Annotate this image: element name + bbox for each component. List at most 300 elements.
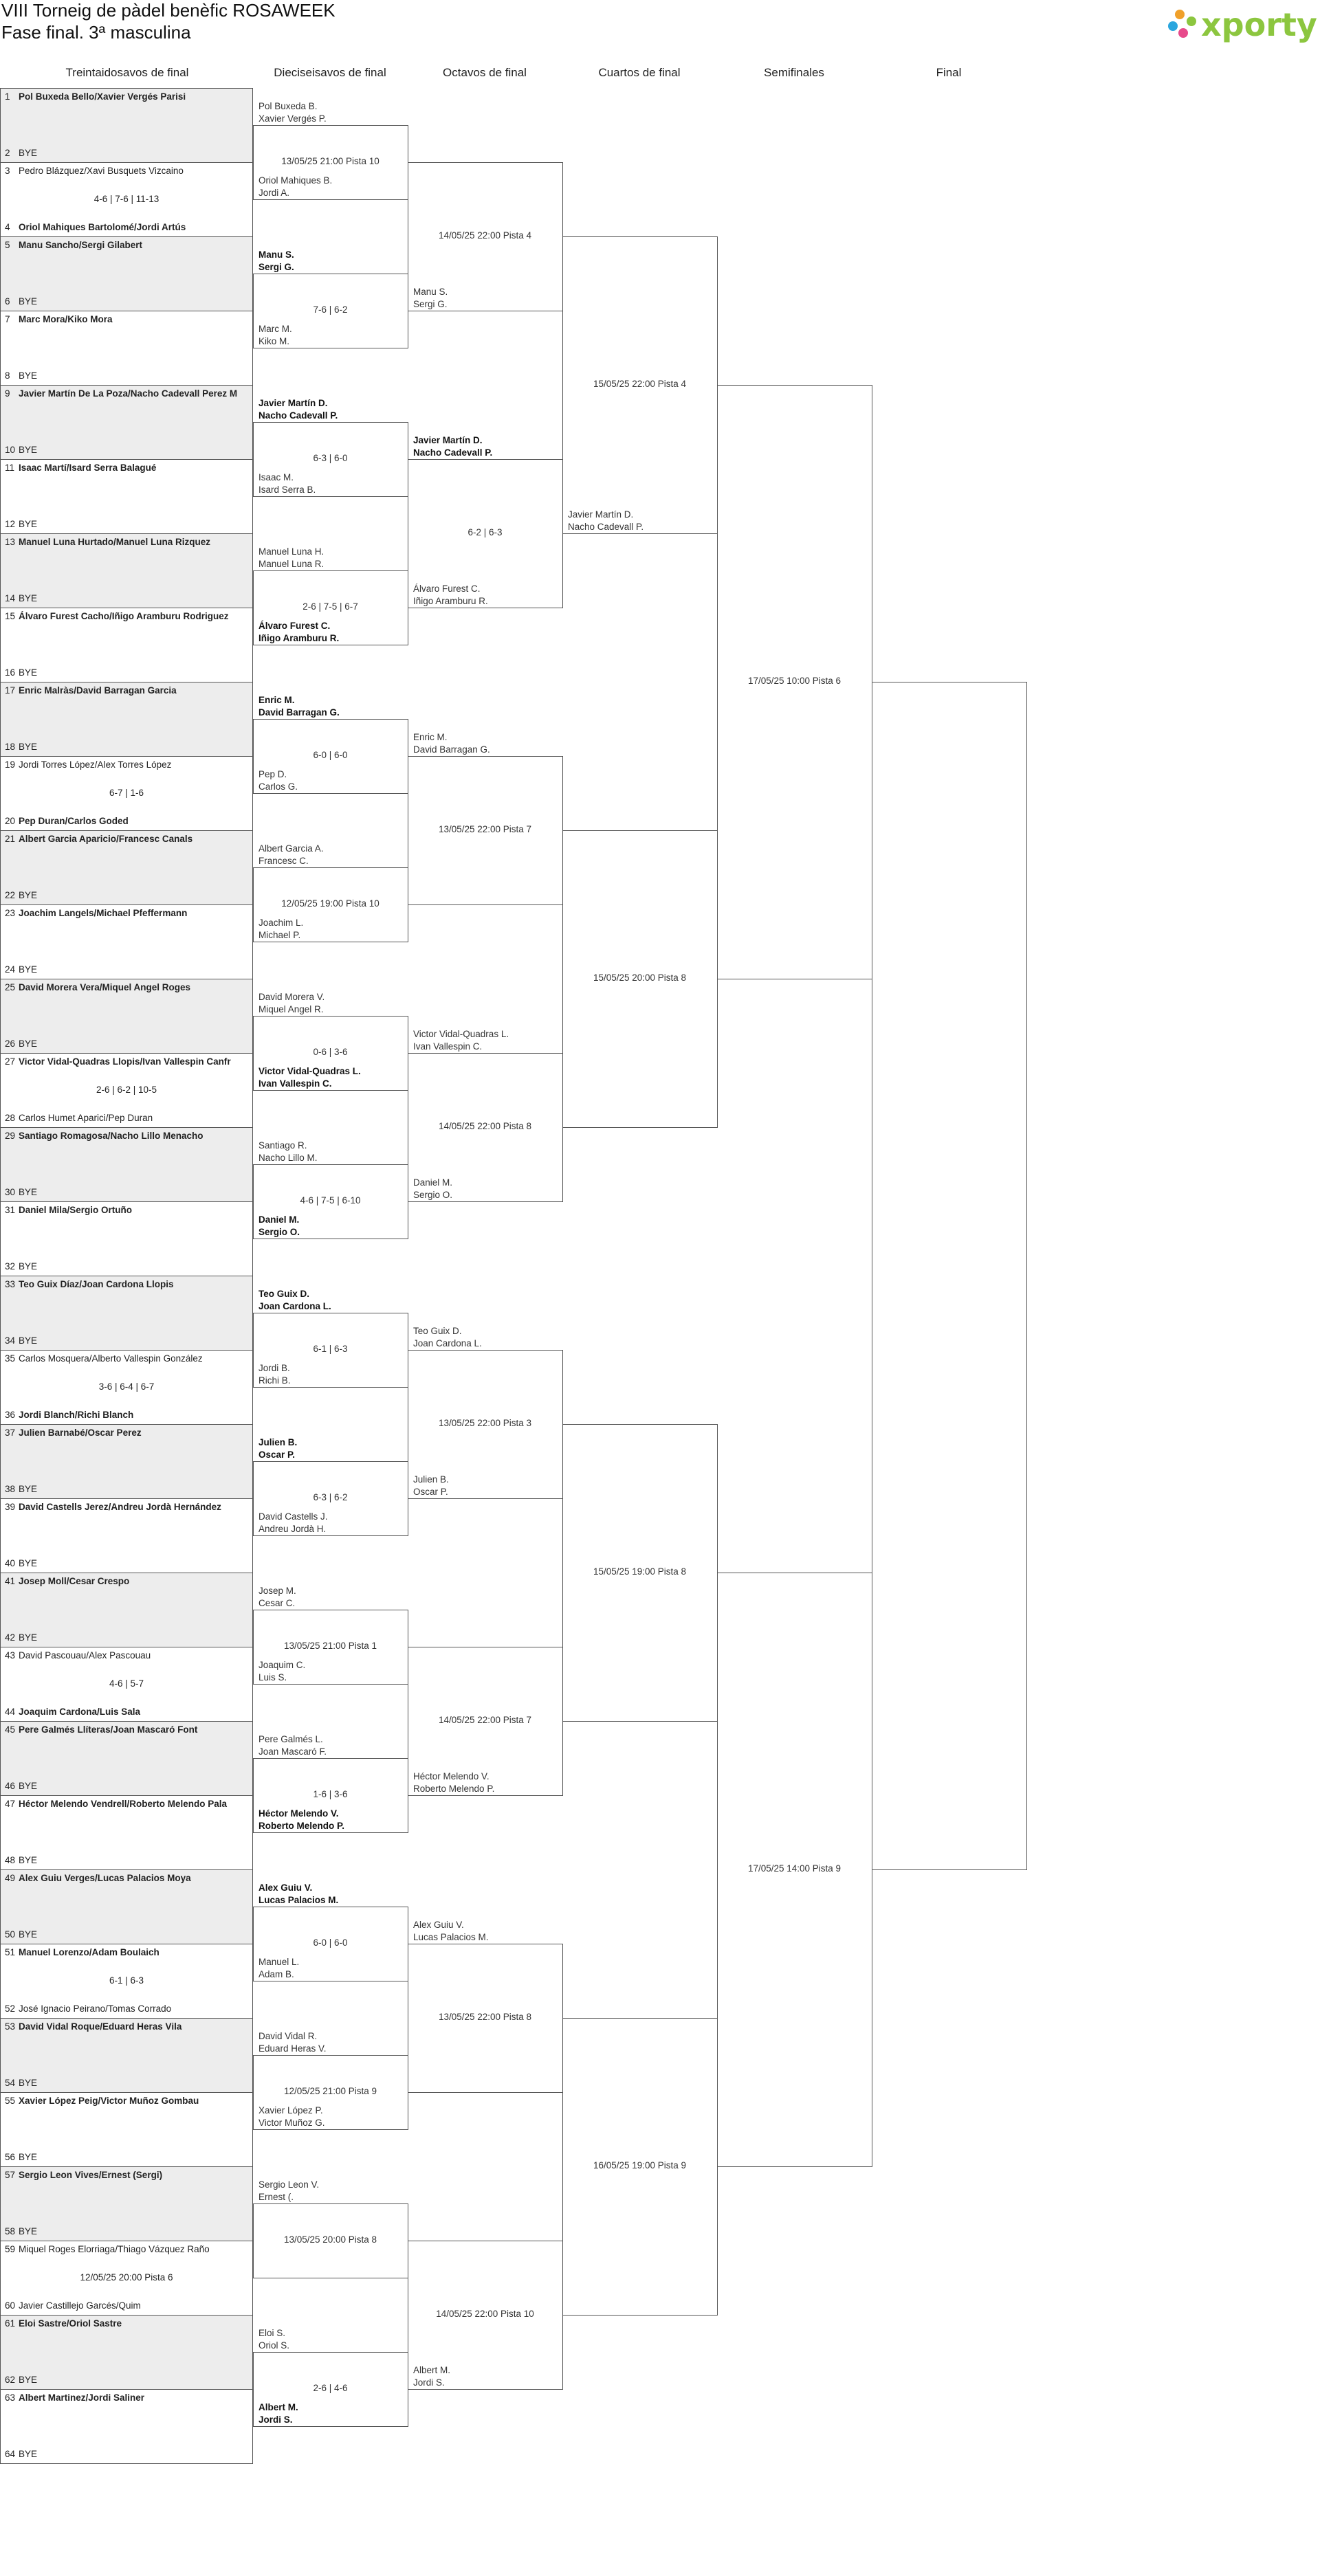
team-entry[interactable] (5, 2152, 251, 2162)
seed-number: 1 (5, 91, 10, 102)
player-name[interactable]: Jordi A. (258, 188, 290, 198)
player-name[interactable]: Cesar C. (258, 1598, 296, 1608)
player-name[interactable]: Enric M. (413, 732, 448, 742)
team-name: BYE (19, 1261, 38, 1272)
match-slot-r1[interactable] (0, 1944, 253, 2019)
player-name[interactable]: Ivan Vallespin C. (413, 1041, 483, 1052)
player-name[interactable]: Oscar P. (413, 1487, 448, 1497)
seed-number: 28 (5, 1113, 16, 1123)
seed-number: 48 (5, 1855, 16, 1865)
match-info: 17/05/25 14:00 Pista 9 (747, 1863, 842, 1874)
team-entry[interactable] (5, 1781, 251, 1791)
player-name[interactable]: Sergio O. (258, 1227, 300, 1237)
logo-dot-green (1187, 16, 1196, 26)
team-entry[interactable] (5, 2078, 251, 2088)
match-slot-r1[interactable] (0, 1869, 253, 1944)
player-name[interactable]: Nacho Lillo M. (258, 1153, 318, 1163)
player-name[interactable]: Manuel Luna R. (258, 559, 324, 569)
player-name[interactable]: Roberto Melendo P. (258, 1821, 345, 1831)
team-entry[interactable] (5, 2449, 251, 2459)
team-entry[interactable] (5, 2226, 251, 2236)
team-name: Álvaro Furest Cacho/Iñigo Aramburu Rodriguez (19, 611, 229, 621)
team-name: BYE (19, 519, 38, 529)
team-entry[interactable] (5, 667, 251, 678)
team-entry[interactable] (5, 982, 251, 992)
seed-number: 22 (5, 890, 16, 900)
team-entry[interactable] (5, 519, 251, 529)
team-entry[interactable] (5, 1187, 251, 1197)
seed-number: 2 (5, 148, 10, 158)
player-name[interactable]: Victor Vidal-Quadras L. (413, 1029, 509, 1039)
team-entry[interactable] (5, 1707, 251, 1717)
match-info: 17/05/25 10:00 Pista 6 (747, 676, 842, 686)
match-slot-r1[interactable] (0, 311, 253, 386)
logo-dot-blue (1168, 21, 1178, 31)
player-name[interactable]: Santiago R. (258, 1140, 307, 1151)
team-name: Joaquim Cardona/Luis Sala (19, 1707, 141, 1717)
match-result: 6-7 | 1-6 (109, 788, 144, 798)
player-name[interactable]: Xavier López P. (258, 2105, 323, 2116)
player-name[interactable]: Sergio Leon V. (258, 2179, 320, 2190)
team-name: Carlos Humet Aparici/Pep Duran (19, 1113, 153, 1123)
match-slot-r1[interactable] (0, 88, 253, 163)
player-name[interactable]: Iñigo Aramburu R. (258, 633, 340, 643)
player-name[interactable]: Albert M. (258, 2402, 298, 2412)
player-name[interactable]: Joachim L. (258, 918, 304, 928)
seed-number: 39 (5, 1502, 16, 1512)
team-name: BYE (19, 1781, 38, 1791)
seed-number: 57 (5, 2170, 16, 2180)
team-entry[interactable] (5, 685, 251, 696)
team-entry[interactable] (5, 2003, 251, 2014)
logo-text: xporty (1201, 6, 1317, 43)
team-entry[interactable] (5, 1205, 251, 1215)
match-info: 6-2 | 6-3 (468, 527, 503, 537)
player-name[interactable]: Joan Cardona L. (413, 1338, 482, 1348)
team-entry[interactable] (5, 148, 251, 158)
team-entry[interactable] (5, 816, 251, 826)
team-entry[interactable] (5, 1428, 251, 1438)
seed-number: 46 (5, 1781, 16, 1791)
match-result: 4-6 | 5-7 (109, 1678, 144, 1689)
team-name: Manuel Luna Hurtado/Manuel Luna Rizquez (19, 537, 211, 547)
seed-number: 62 (5, 2375, 16, 2385)
match-slot-r1[interactable] (0, 1201, 253, 1276)
player-name[interactable]: Albert Garcia A. (258, 843, 324, 854)
team-entry[interactable] (5, 1131, 251, 1141)
team-entry[interactable] (5, 1335, 251, 1346)
player-name[interactable]: Oriol Mahiques B. (258, 175, 333, 186)
team-name: Enric Malràs/David Barragan Garcia (19, 685, 177, 696)
match-slot-r1[interactable] (0, 2315, 253, 2390)
player-name[interactable]: Héctor Melendo V. (413, 1771, 490, 1781)
team-entry[interactable] (5, 908, 251, 918)
player-name[interactable]: Pol Buxeda B. (258, 101, 318, 111)
team-entry[interactable] (5, 834, 251, 844)
match-result: 12/05/25 20:00 Pista 6 (80, 2272, 173, 2283)
seed-number: 16 (5, 667, 16, 678)
seed-number: 14 (5, 593, 16, 603)
player-name[interactable]: Nacho Cadevall P. (568, 522, 644, 532)
team-name: Marc Mora/Kiko Mora (19, 314, 113, 324)
player-name[interactable]: Andreu Jordà H. (258, 1524, 327, 1534)
seed-number: 31 (5, 1205, 16, 1215)
player-name[interactable]: Teo Guix D. (258, 1289, 310, 1299)
match-info: 4-6 | 7-5 | 6-10 (300, 1195, 361, 1206)
team-entry[interactable] (5, 314, 251, 324)
player-name[interactable]: Pere Galmés L. (258, 1734, 323, 1744)
team-name: Alex Guiu Verges/Lucas Palacios Moya (19, 1873, 191, 1883)
seed-number: 49 (5, 1873, 16, 1883)
team-entry[interactable] (5, 1947, 251, 1957)
team-entry[interactable] (5, 1873, 251, 1883)
player-name[interactable]: David Morera V. (258, 992, 325, 1002)
player-name[interactable]: Nacho Cadevall P. (413, 447, 493, 458)
seed-number: 13 (5, 537, 16, 547)
team-entry[interactable] (5, 463, 251, 473)
match-slot-r1[interactable] (0, 608, 253, 682)
player-name[interactable]: David Vidal R. (258, 2031, 318, 2041)
player-name[interactable]: Javier Martín D. (258, 398, 328, 408)
player-name[interactable]: Jordi S. (258, 2414, 293, 2425)
team-name: Manuel Lorenzo/Adam Boulaich (19, 1947, 160, 1957)
seed-number: 38 (5, 1484, 16, 1494)
match-info: 6-1 | 6-3 (313, 1344, 348, 1354)
team-name: Santiago Romagosa/Nacho Lillo Menacho (19, 1131, 204, 1141)
column-header-4: Cuartos de final (598, 66, 681, 79)
team-entry[interactable] (5, 890, 251, 900)
player-name[interactable]: Julien B. (258, 1437, 298, 1447)
player-name[interactable]: Michael P. (258, 930, 301, 940)
match-info: 15/05/25 20:00 Pista 8 (593, 973, 687, 983)
player-name[interactable]: Jordi S. (413, 2377, 445, 2388)
player-name[interactable]: Isard Serra B. (258, 485, 316, 495)
seed-number: 21 (5, 834, 16, 844)
match-slot-r1[interactable] (0, 1795, 253, 1870)
team-name: Isaac Martí/Isard Serra Balagué (19, 463, 157, 473)
player-name[interactable]: David Barragan G. (413, 744, 490, 755)
team-entry[interactable] (5, 1632, 251, 1643)
team-name: Albert Garcia Aparicio/Francesc Canals (19, 834, 193, 844)
player-name[interactable]: Manuel L. (258, 1957, 300, 1967)
match-slot-r1[interactable] (0, 1127, 253, 1202)
player-name[interactable]: Manu S. (413, 287, 448, 297)
match-slot-r1[interactable] (0, 385, 253, 460)
player-name[interactable]: Joan Mascaró F. (258, 1746, 327, 1757)
match-info: 6-3 | 6-0 (313, 453, 348, 463)
player-name[interactable]: Sergi G. (258, 262, 294, 272)
team-entry[interactable] (5, 1855, 251, 1865)
team-entry[interactable] (5, 445, 251, 455)
team-entry[interactable] (5, 388, 251, 399)
seed-number: 32 (5, 1261, 16, 1272)
player-name[interactable]: Pep D. (258, 769, 287, 779)
match-slot-r1[interactable] (0, 1350, 253, 1425)
team-name: Carlos Mosquera/Alberto Vallespin González (19, 1353, 203, 1364)
team-entry[interactable] (5, 1558, 251, 1568)
player-name[interactable]: Héctor Melendo V. (258, 1808, 339, 1819)
team-name: BYE (19, 1484, 38, 1494)
seed-number: 17 (5, 685, 16, 696)
match-slot-r1[interactable] (0, 2018, 253, 2093)
player-name[interactable]: Teo Guix D. (413, 1326, 462, 1336)
match-slot-r1[interactable] (0, 756, 253, 831)
team-name: BYE (19, 1929, 38, 1940)
match-info: 14/05/25 22:00 Pista 7 (438, 1715, 532, 1725)
player-name[interactable]: Xavier Vergés P. (258, 113, 327, 124)
player-name[interactable]: Carlos G. (258, 781, 298, 792)
player-name[interactable]: Eduard Heras V. (258, 2043, 327, 2054)
team-name: Eloi Sastre/Oriol Sastre (19, 2318, 122, 2329)
team-name: Xavier López Peig/Victor Muñoz Gombau (19, 2096, 199, 2106)
match-box-r6[interactable] (872, 682, 1027, 1870)
match-slot-r1[interactable] (0, 2389, 253, 2464)
team-entry[interactable] (5, 759, 251, 770)
team-name: Pedro Blázquez/Xavi Busquets Vizcaino (19, 166, 184, 176)
player-name[interactable]: Manuel Luna H. (258, 546, 324, 557)
match-slot-r1[interactable] (0, 1647, 253, 1722)
player-name[interactable]: Javier Martín D. (413, 435, 483, 445)
player-name[interactable]: Javier Martín D. (568, 509, 634, 520)
match-slot-r1[interactable] (0, 904, 253, 979)
match-info: 15/05/25 19:00 Pista 8 (593, 1566, 687, 1577)
match-info: 12/05/25 19:00 Pista 10 (281, 898, 380, 909)
seed-number: 60 (5, 2300, 16, 2311)
match-slot-r1[interactable] (0, 2241, 253, 2316)
player-name[interactable]: Lucas Palacios M. (258, 1895, 339, 1905)
seed-number: 64 (5, 2449, 16, 2459)
match-slot-r1[interactable] (0, 1721, 253, 1796)
seed-number: 19 (5, 759, 16, 770)
match-slot-r1[interactable] (0, 533, 253, 608)
seed-number: 15 (5, 611, 16, 621)
seed-number: 33 (5, 1279, 16, 1289)
team-name: Teo Guix Díaz/Joan Cardona Llopis (19, 1279, 174, 1289)
team-name: BYE (19, 2078, 38, 2088)
seed-number: 8 (5, 370, 10, 381)
seed-number: 29 (5, 1131, 16, 1141)
player-name[interactable]: Joan Cardona L. (258, 1301, 331, 1311)
team-name: Jordi Torres López/Alex Torres López (19, 759, 172, 770)
team-name: Pere Galmés Llíteras/Joan Mascaró Font (19, 1724, 198, 1735)
player-name[interactable]: Daniel M. (258, 1214, 300, 1225)
match-result: 2-6 | 6-2 | 10-5 (96, 1085, 157, 1095)
team-entry[interactable] (5, 166, 251, 176)
player-name[interactable]: Joaquim C. (258, 1660, 306, 1670)
team-entry[interactable] (5, 1261, 251, 1272)
team-name: BYE (19, 148, 38, 158)
team-entry[interactable] (5, 296, 251, 307)
seed-number: 25 (5, 982, 16, 992)
team-entry[interactable] (5, 2300, 251, 2311)
seed-number: 26 (5, 1039, 16, 1049)
tournament-title: VIII Torneig de pàdel benèfic ROSAWEEK (1, 0, 336, 21)
player-name[interactable]: Albert M. (413, 2365, 451, 2375)
match-info: 14/05/25 22:00 Pista 10 (436, 2309, 534, 2319)
team-entry[interactable] (5, 1576, 251, 1586)
player-name[interactable]: David Castells J. (258, 1511, 328, 1522)
match-info: 6-3 | 6-2 (313, 1492, 348, 1502)
team-entry[interactable] (5, 1113, 251, 1123)
team-name: Javier Martín De La Poza/Nacho Cadevall Perez M (19, 388, 238, 399)
match-slot-r1[interactable] (0, 162, 253, 237)
team-name: David Castells Jerez/Andreu Jordà Hernández (19, 1502, 221, 1512)
match-info: 13/05/25 20:00 Pista 8 (283, 2234, 377, 2245)
match-info: 0-6 | 3-6 (313, 1047, 348, 1057)
match-slot-r1[interactable] (0, 2092, 253, 2167)
player-name[interactable]: Ivan Vallespin C. (258, 1078, 332, 1089)
team-entry[interactable] (5, 1650, 251, 1661)
team-entry[interactable] (5, 2318, 251, 2329)
team-entry[interactable] (5, 1353, 251, 1364)
logo-dot-orange (1175, 10, 1185, 19)
team-entry[interactable] (5, 2375, 251, 2385)
team-entry[interactable] (5, 537, 251, 547)
seed-number: 35 (5, 1353, 16, 1364)
seed-number: 4 (5, 222, 10, 232)
match-slot-r1[interactable] (0, 979, 253, 1054)
team-name: David Vidal Roque/Eduard Heras Vila (19, 2021, 182, 2032)
match-slot-r1[interactable] (0, 1498, 253, 1573)
team-name: Javier Castillejo Garcés/Quim (19, 2300, 141, 2311)
player-name[interactable]: Daniel M. (413, 1177, 453, 1188)
player-name[interactable]: Oriol S. (258, 2340, 290, 2351)
match-slot-r1[interactable] (0, 459, 253, 534)
team-entry[interactable] (5, 1724, 251, 1735)
column-header-1: Treintaidosavos de final (65, 66, 189, 79)
seed-number: 54 (5, 2078, 16, 2088)
seed-number: 5 (5, 240, 10, 250)
seed-number: 55 (5, 2096, 16, 2106)
team-entry[interactable] (5, 1410, 251, 1420)
seed-number: 53 (5, 2021, 16, 2032)
team-entry[interactable] (5, 611, 251, 621)
phase-title: Fase final. 3ª masculina (1, 22, 191, 43)
team-name: David Morera Vera/Miquel Angel Roges (19, 982, 191, 992)
column-header-5: Semifinales (764, 66, 824, 79)
player-name[interactable]: Alex Guiu V. (258, 1883, 313, 1893)
team-entry[interactable] (5, 964, 251, 975)
player-name[interactable]: Julien B. (413, 1474, 449, 1485)
player-name[interactable]: Manu S. (258, 249, 294, 260)
player-name[interactable]: Marc M. (258, 324, 292, 334)
team-name: Pep Duran/Carlos Goded (19, 816, 129, 826)
team-name: Pol Buxeda Bello/Xavier Vergés Parisi (19, 91, 186, 102)
team-entry[interactable] (5, 2392, 251, 2403)
team-entry[interactable] (5, 742, 251, 752)
column-header-2: Dieciseisavos de final (274, 66, 386, 79)
column-header-3: Octavos de final (443, 66, 527, 79)
match-slot-r1[interactable] (0, 1053, 253, 1128)
team-entry[interactable] (5, 1484, 251, 1494)
seed-number: 52 (5, 2003, 16, 2014)
seed-number: 10 (5, 445, 16, 455)
player-name[interactable]: Álvaro Furest C. (258, 621, 331, 631)
player-name[interactable]: Francesc C. (258, 856, 309, 866)
team-entry[interactable] (5, 240, 251, 250)
seed-number: 56 (5, 2152, 16, 2162)
seed-number: 9 (5, 388, 10, 399)
team-entry[interactable] (5, 370, 251, 381)
player-name[interactable]: Jordi B. (258, 1363, 290, 1373)
player-name[interactable]: Sergi G. (413, 299, 448, 309)
match-info: 14/05/25 22:00 Pista 8 (438, 1121, 532, 1131)
match-slot-r1[interactable] (0, 1573, 253, 1647)
seed-number: 6 (5, 296, 10, 307)
player-name[interactable]: Enric M. (258, 695, 295, 705)
match-info: 14/05/25 22:00 Pista 4 (438, 230, 532, 241)
team-entry[interactable] (5, 91, 251, 102)
seed-number: 40 (5, 1558, 16, 1568)
team-entry[interactable] (5, 1056, 251, 1067)
team-name: Albert Martinez/Jordi Saliner (19, 2392, 145, 2403)
match-slot-r1[interactable] (0, 830, 253, 905)
team-name: BYE (19, 1039, 38, 1049)
player-name[interactable]: Álvaro Furest C. (413, 584, 481, 594)
team-entry[interactable] (5, 222, 251, 232)
player-name[interactable]: David Barragan G. (258, 707, 340, 718)
team-entry[interactable] (5, 2244, 251, 2254)
match-slot-r1[interactable] (0, 236, 253, 311)
team-entry[interactable] (5, 1799, 251, 1809)
player-name[interactable]: Miquel Angel R. (258, 1004, 324, 1014)
match-info: 2-6 | 4-6 (313, 2383, 348, 2393)
player-name[interactable]: Iñigo Aramburu R. (413, 596, 488, 606)
match-slot-r1[interactable] (0, 2166, 253, 2241)
team-name: Victor Vidal-Quadras Llopis/Ivan Vallespin Canfr (19, 1056, 231, 1067)
team-entry[interactable] (5, 2096, 251, 2106)
xporty-logo[interactable] (1165, 3, 1320, 48)
seed-number: 61 (5, 2318, 16, 2329)
team-entry[interactable] (5, 593, 251, 603)
match-info: 2-6 | 7-5 | 6-7 (302, 601, 358, 612)
match-result: 3-6 | 6-4 | 6-7 (98, 1381, 155, 1392)
match-slot-r1[interactable] (0, 682, 253, 757)
player-name[interactable]: Luis S. (258, 1672, 287, 1683)
match-result: 6-1 | 6-3 (109, 1975, 144, 1986)
player-name[interactable]: Oscar P. (258, 1450, 296, 1460)
player-name[interactable]: Kiko M. (258, 336, 290, 346)
player-name[interactable]: Victor Vidal-Quadras L. (258, 1066, 361, 1076)
team-entry[interactable] (5, 1279, 251, 1289)
player-name[interactable]: Richi B. (258, 1375, 291, 1386)
team-entry[interactable] (5, 1039, 251, 1049)
player-name[interactable]: Nacho Cadevall P. (258, 410, 338, 421)
player-name[interactable]: Roberto Melendo P. (413, 1784, 495, 1794)
player-name[interactable]: Eloi S. (258, 2328, 286, 2338)
team-entry[interactable] (5, 2021, 251, 2032)
team-entry[interactable] (5, 1502, 251, 1512)
team-entry[interactable] (5, 2170, 251, 2180)
match-info: 12/05/25 21:00 Pista 9 (283, 2086, 377, 2096)
player-name[interactable]: Josep M. (258, 1586, 296, 1596)
player-name[interactable]: Sergio O. (413, 1190, 453, 1200)
team-name: BYE (19, 2226, 38, 2236)
match-slot-r1[interactable] (0, 1276, 253, 1351)
player-name[interactable]: Victor Muñoz G. (258, 2118, 325, 2128)
seed-number: 3 (5, 166, 10, 176)
match-slot-r1[interactable] (0, 1424, 253, 1499)
team-name: Joachim Langels/Michael Pfeffermann (19, 908, 188, 918)
player-name[interactable]: Isaac M. (258, 472, 294, 482)
player-name[interactable]: Lucas Palacios M. (413, 1932, 489, 1942)
player-name[interactable]: Ernest (. (258, 2192, 294, 2202)
team-name: BYE (19, 742, 38, 752)
player-name[interactable]: Alex Guiu V. (413, 1920, 464, 1930)
seed-number: 50 (5, 1929, 16, 1940)
team-entry[interactable] (5, 1929, 251, 1940)
player-name[interactable]: Adam B. (258, 1969, 294, 1979)
